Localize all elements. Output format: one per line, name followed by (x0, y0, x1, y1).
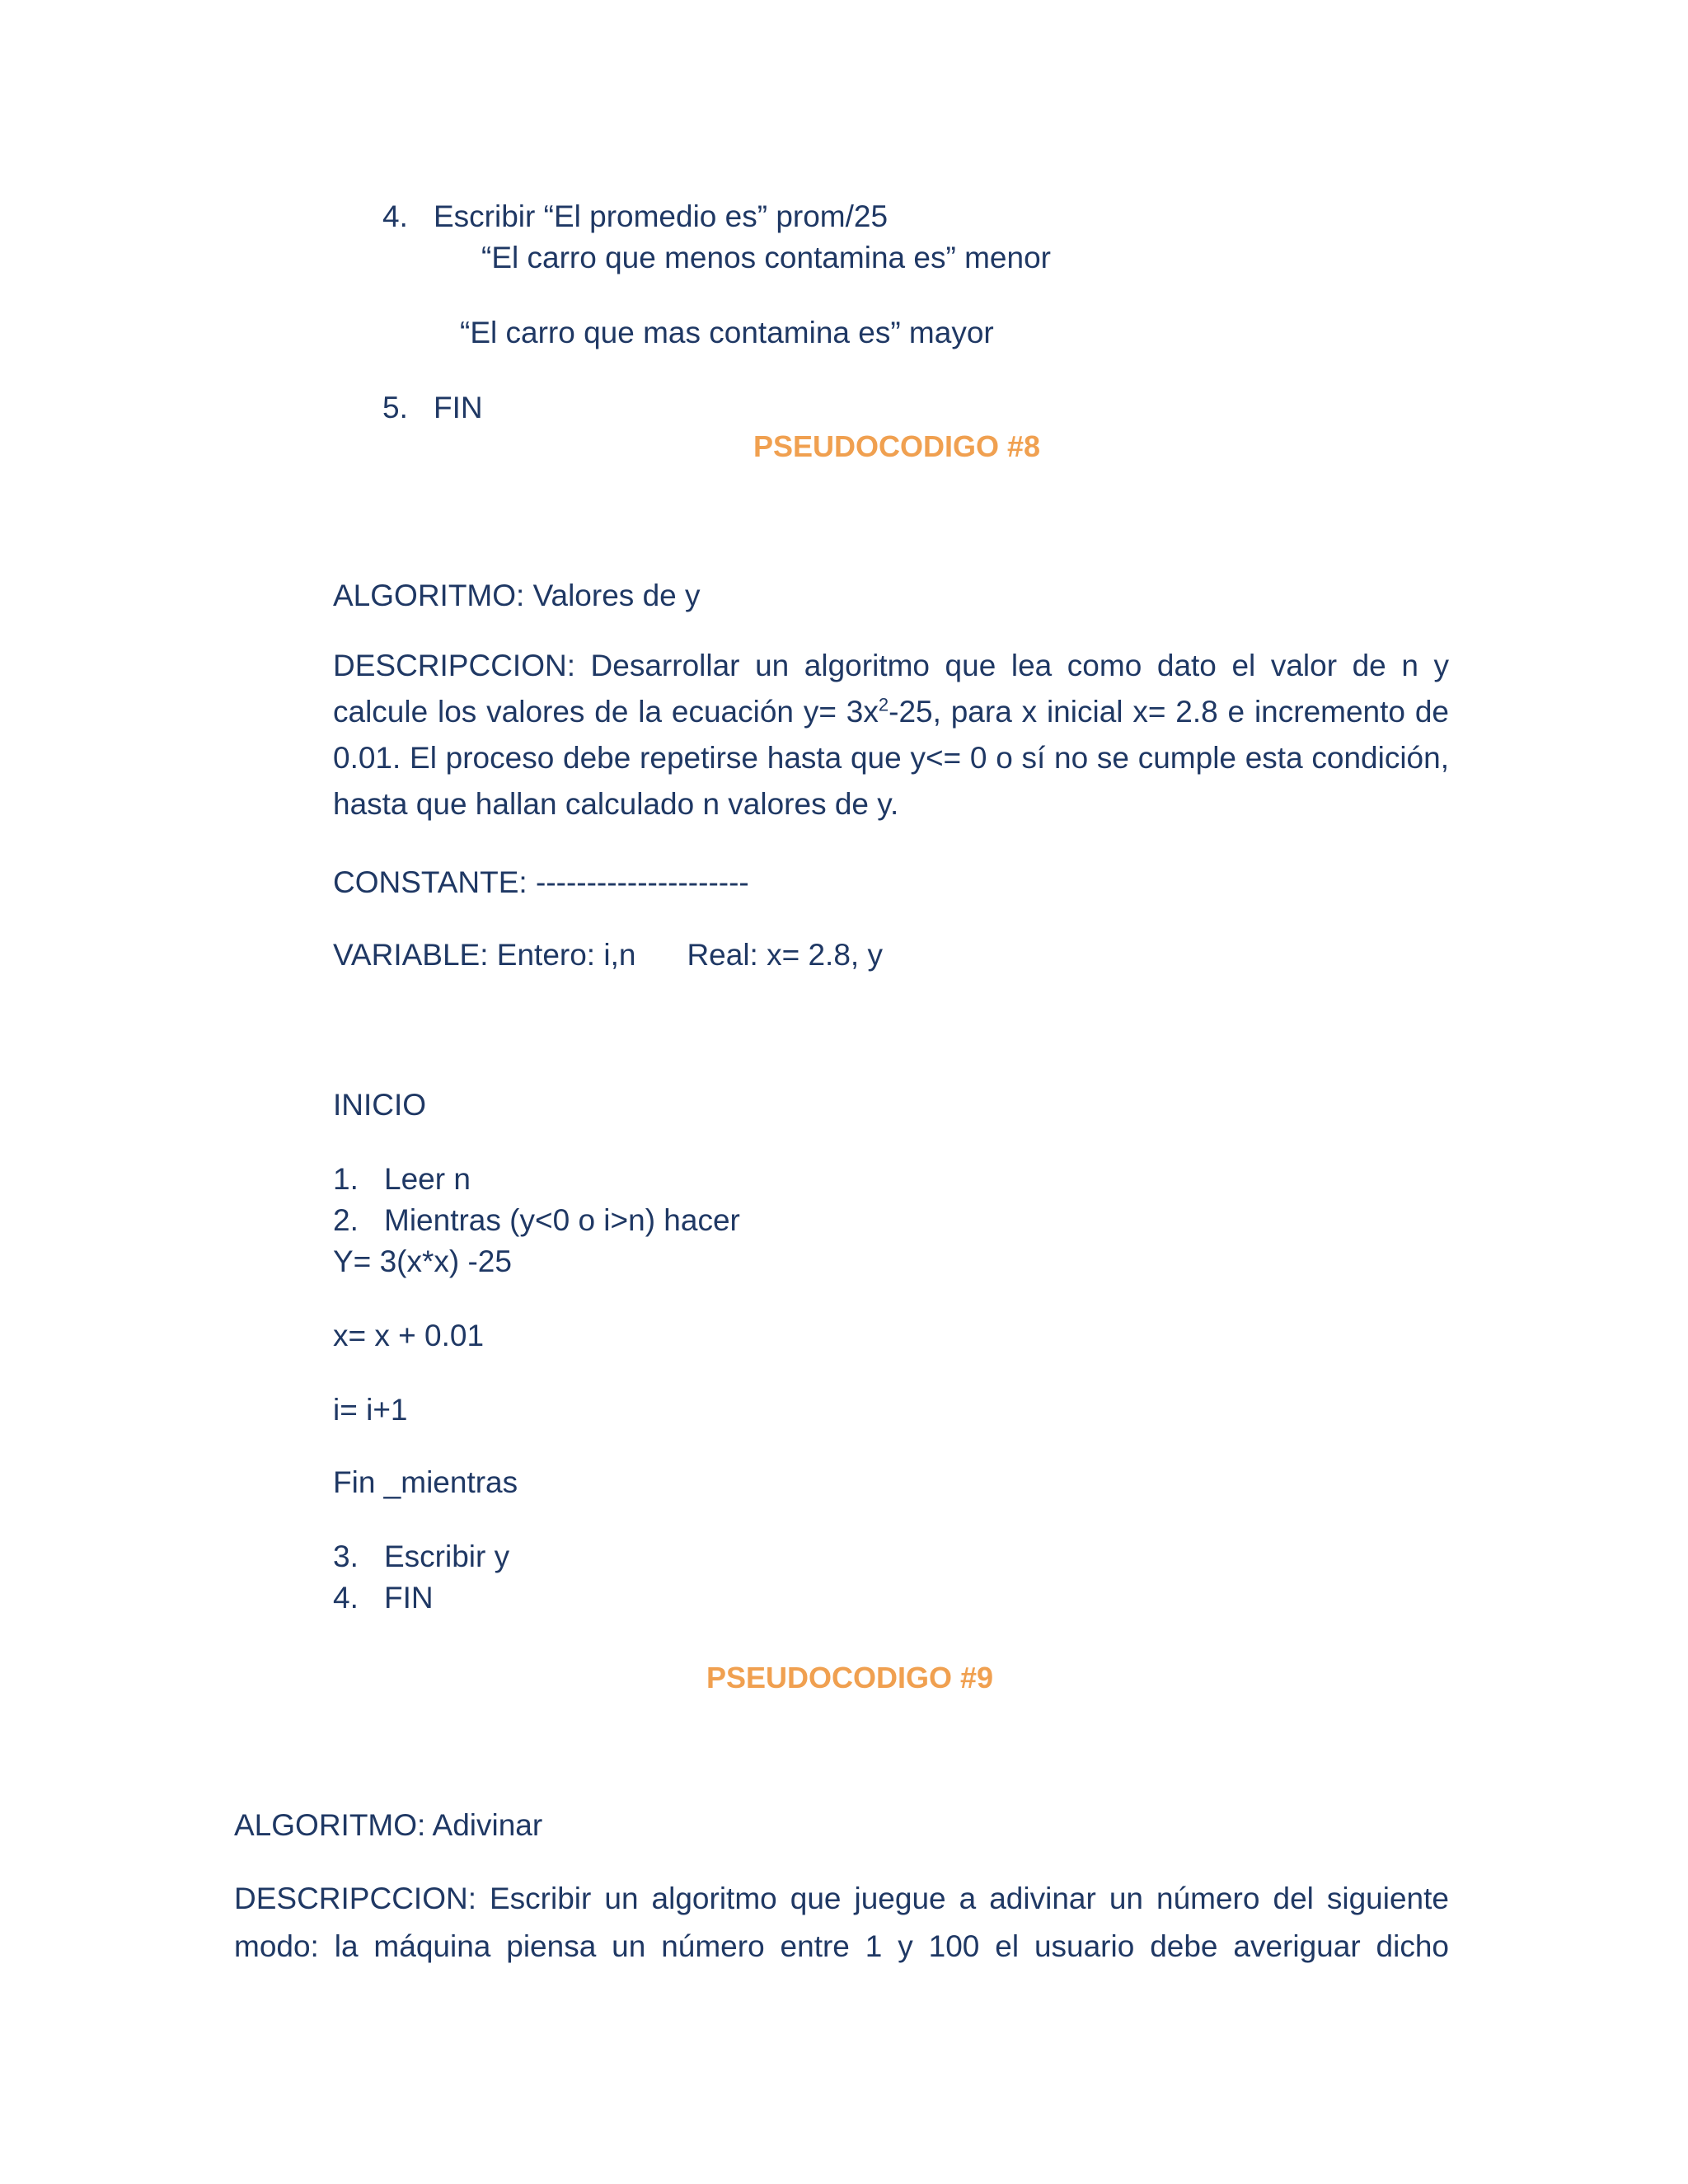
variable-line (333, 940, 883, 970)
description-9-line-1: DESCRIPCCION: Escribir un algoritmo que juegue a adivinar un número del siguiente (234, 1882, 1449, 1915)
prev-step-4 (382, 201, 888, 232)
section-heading-9: PSEUDOCODIGO #9 (706, 1661, 994, 1694)
description-9-line-2: modo: la máquina piensa un número entre 1 y 100 el usuario debe averiguar dicho (234, 1929, 1449, 1963)
description-8-line-2 (333, 689, 1449, 735)
step-2-number: 2. (333, 1203, 359, 1237)
y-assignment: Y= 3(x*x) -25 (333, 1244, 512, 1278)
prev-step-4-line-2: “El carro que menos contamina es” menor (481, 241, 1051, 274)
x-increment: x= x + 0.01 (333, 1319, 485, 1352)
prev-step-5-text: FIN (434, 391, 483, 424)
prev-step-4-number: 4. (382, 199, 408, 233)
prev-step-4-text: Escribir “El promedio es” prom/25 (434, 199, 889, 233)
step-3-text: Escribir y (384, 1540, 510, 1573)
description-8-line-2-start: calcule los valores de la ecuación y= 3x (333, 695, 879, 729)
description-8-line-3: 0.01. El proceso debe repetirse hasta que y<= 0 o sí no se cumple esta condición, (333, 741, 1449, 775)
prev-step-4-line-3: “El carro que mas contamina es” mayor (460, 316, 994, 349)
fin-mientras: Fin _mientras (333, 1465, 518, 1499)
step-4-text: FIN (384, 1581, 434, 1615)
step-4-number: 4. (333, 1581, 359, 1615)
step-4 (333, 1582, 434, 1613)
step-2 (333, 1205, 740, 1235)
section-heading-8: PSEUDOCODIGO #8 (753, 429, 1041, 463)
prev-step-5-number: 5. (382, 391, 408, 424)
step-3 (333, 1541, 509, 1572)
i-increment: i= i+1 (333, 1393, 408, 1427)
variable-real: Real: x= 2.8, y (687, 938, 883, 972)
step-1-text: Leer n (384, 1162, 471, 1196)
inicio-label: INICIO (333, 1088, 427, 1122)
variable-entero: VARIABLE: Entero: i,n (333, 938, 636, 972)
algorithm-title-8: ALGORITMO: Valores de y (333, 579, 701, 612)
constante-line: CONSTANTE: --------------------- (333, 865, 749, 899)
step-1-number: 1. (333, 1162, 359, 1196)
algorithm-title-9: ALGORITMO: Adivinar (234, 1808, 543, 1842)
description-8-line-4: hasta que hallan calculado n valores de y. (333, 787, 899, 821)
description-9 (234, 1875, 1449, 1971)
prev-step-5 (382, 392, 483, 423)
step-1 (333, 1164, 471, 1194)
superscript-exponent: 2 (878, 694, 889, 715)
description-8-line-1: DESCRIPCCION: Desarrollar un algoritmo que lea como dato el valor de n y (333, 649, 1449, 682)
step-2-text: Mientras (y<0 o i>n) hacer (384, 1203, 740, 1237)
step-3-number: 3. (333, 1540, 359, 1573)
description-8 (333, 643, 1449, 827)
description-8-line-2-end: -25, para x inicial x= 2.8 e incremento de (889, 695, 1449, 729)
